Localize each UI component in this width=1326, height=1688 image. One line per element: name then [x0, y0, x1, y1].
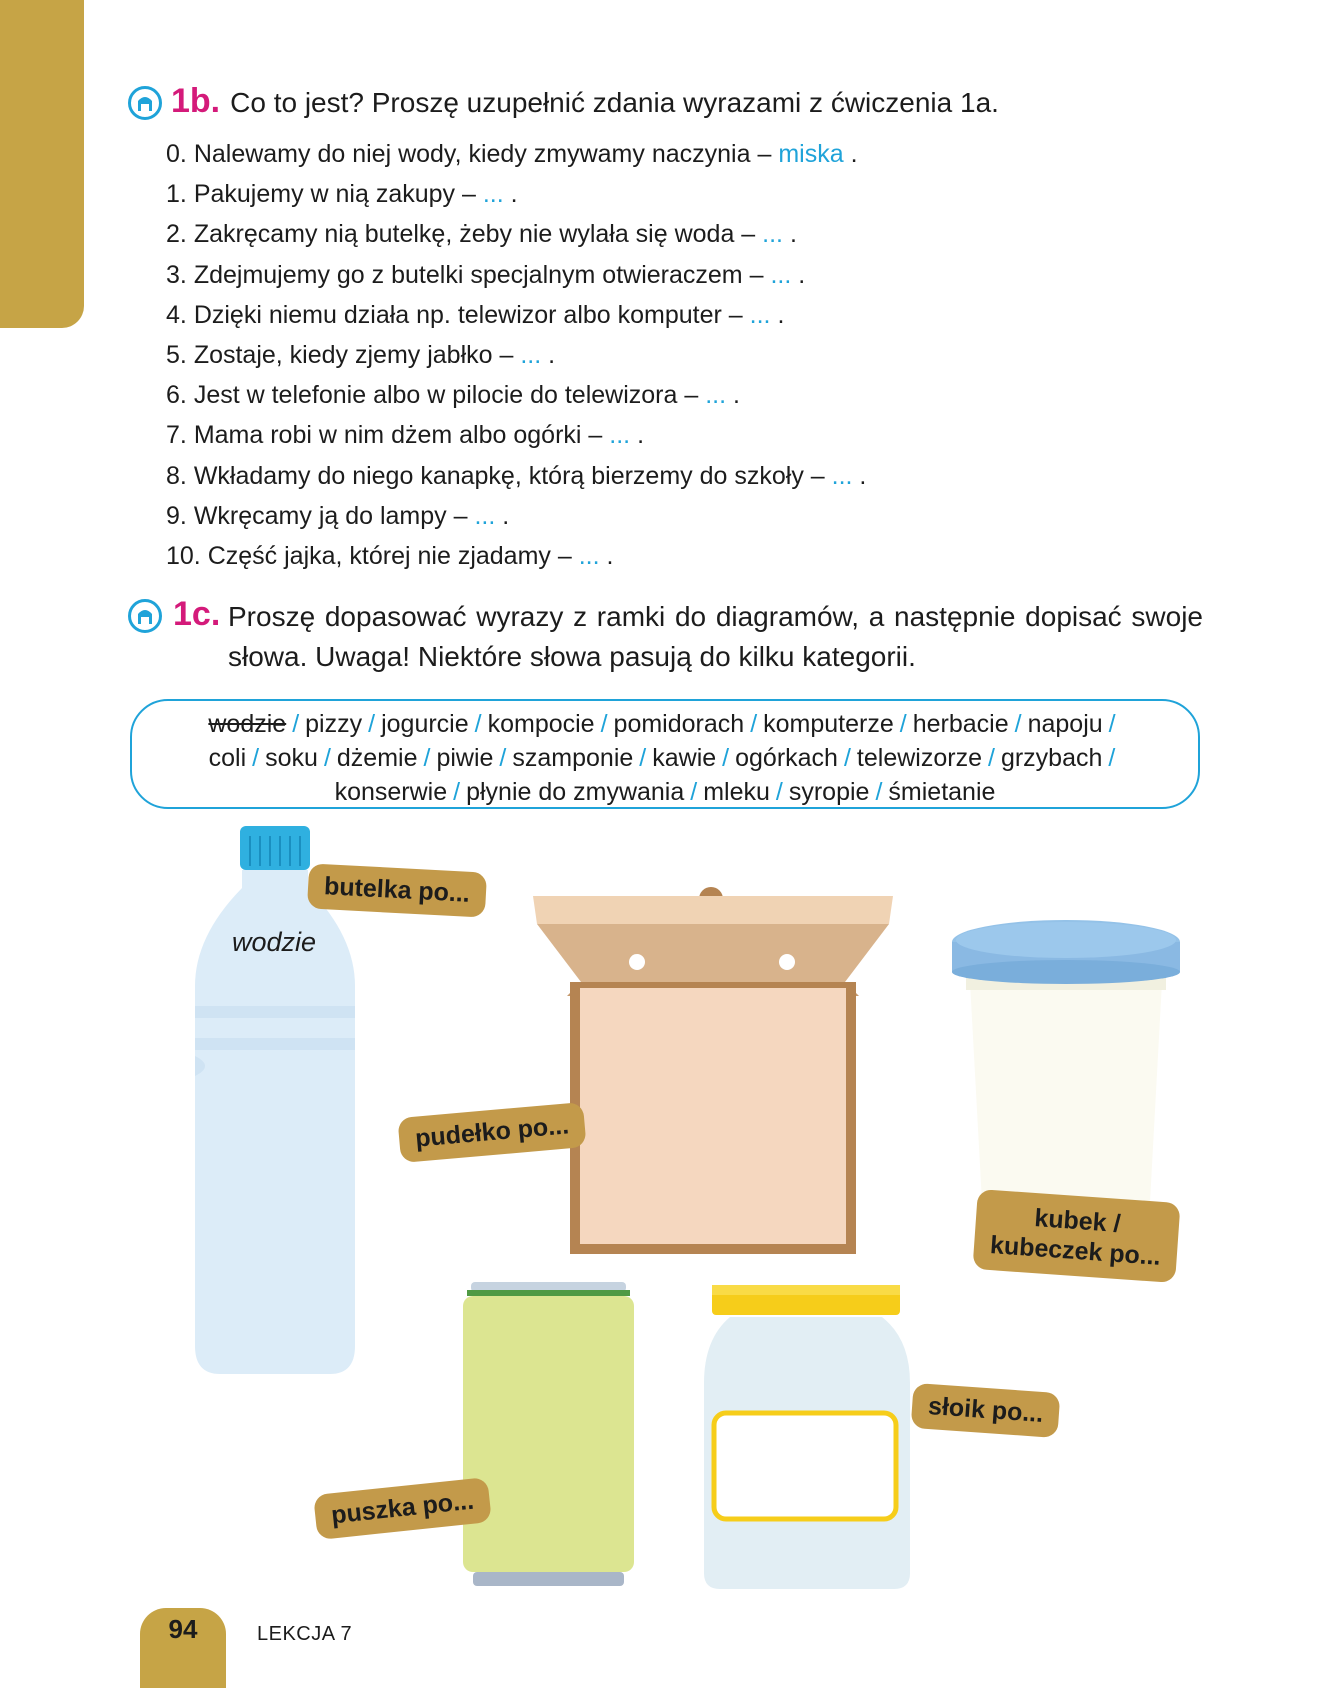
sentence-item [166, 538, 866, 578]
sentence-answer[interactable]: ... [482, 180, 504, 209]
word-chip: ogórkach [735, 744, 838, 772]
sentence-text: Wkręcamy ją do lampy – [193, 501, 468, 530]
sentence-end: . [637, 421, 645, 450]
sentence-number: 10. [166, 541, 201, 570]
exercise-1c-number: 1c. [173, 595, 221, 633]
sentence-text: Zostaje, kiedy zjemy jabłko – [193, 340, 514, 369]
word-box [130, 699, 1200, 809]
exercise-1b-number: 1b. [171, 82, 221, 120]
sentence-list [166, 136, 866, 578]
bottle-label: butelka po... [307, 863, 487, 917]
sentence-text: Jest w telefonie albo w pilocie do telewizora – [193, 381, 699, 410]
sentence-end: . [502, 501, 510, 530]
sentence-text: Dzięki niemu działa np. telewizor albo komputer – [193, 300, 743, 329]
exercise-1b-icon [128, 86, 162, 120]
sentence-number: 0. [166, 140, 187, 168]
word-separator: / [987, 744, 995, 772]
sentence-answer[interactable]: ... [762, 220, 783, 249]
word-chip: kompocie [487, 710, 595, 738]
bottle-example-word: wodzie [232, 927, 317, 957]
sentence-end: . [606, 541, 614, 570]
word-separator: / [499, 744, 507, 772]
word-chip: coli [208, 744, 247, 772]
sentence-answer[interactable]: ... [520, 340, 542, 369]
sentence-text: Nalewamy do niej wody, kiedy zmywamy naczynia – [193, 140, 772, 168]
word-chip: soku [265, 744, 318, 772]
word-chip: dżemie [336, 744, 418, 772]
cup-label [972, 1189, 1180, 1283]
word-separator: / [1108, 744, 1116, 772]
word-separator: / [1108, 710, 1116, 738]
word-separator: / [292, 710, 300, 738]
jar-illustration [700, 1283, 915, 1593]
word-chip: komputerze [763, 710, 894, 738]
sentence-number: 6. [166, 381, 187, 410]
sentence-end: . [733, 381, 740, 410]
sentence-answer[interactable]: ... [770, 260, 792, 289]
exercise-1b-title: Co to jest? Proszę uzupełnić zdania wyrazami z ćwiczenia 1a. [230, 87, 999, 118]
sentence-answer[interactable]: ... [749, 300, 771, 329]
word-separator: / [875, 778, 883, 806]
word-chip: konserwie [334, 778, 448, 806]
sentence-number: 1. [166, 180, 187, 209]
page-number: 94 [168, 1614, 198, 1644]
word-chip: śmietanie [888, 778, 996, 806]
cup-label-line2: kubeczek po... [989, 1231, 1162, 1271]
word-chip: piwie [436, 744, 494, 772]
word-chip: szamponie [512, 744, 634, 772]
word-separator: / [368, 710, 376, 738]
sentence-item [166, 417, 866, 457]
yogurt-cup-illustration [950, 912, 1182, 1212]
word-separator: / [423, 744, 431, 772]
word-separator: / [775, 778, 783, 806]
word-chip: napoju [1027, 710, 1103, 738]
sentence-answer[interactable]: ... [578, 541, 600, 570]
sentence-item [166, 136, 866, 176]
sentence-number: 5. [166, 340, 187, 369]
sentence-text: Mama robi w nim dżem albo ogórki – [193, 421, 603, 450]
sentence-number: 8. [166, 461, 187, 490]
word-separator: / [750, 710, 758, 738]
sentence-number: 3. [166, 260, 187, 289]
word-separator: / [899, 710, 907, 738]
sentence-answer[interactable]: miska [778, 140, 844, 168]
sentence-end: . [789, 220, 797, 249]
jar-label: słoik po... [911, 1383, 1061, 1438]
sentence-end: . [777, 300, 785, 329]
exercise-1c-icon [128, 599, 162, 633]
word-chip: herbacie [912, 710, 1009, 738]
word-separator: / [690, 778, 698, 806]
sentence-item [166, 337, 866, 377]
sentence-number: 2. [166, 220, 187, 249]
sentence-end: . [850, 140, 858, 168]
word-separator: / [722, 744, 730, 772]
exercise-1c-header [173, 595, 230, 634]
word-separator: / [323, 744, 331, 772]
sentence-item [166, 498, 866, 538]
word-separator: / [639, 744, 647, 772]
sentence-item [166, 257, 866, 297]
sentence-text: Zakręcamy nią butelkę, żeby nie wylała się woda – [193, 220, 756, 249]
sentence-number: 9. [166, 501, 187, 530]
sentence-number: 7. [166, 421, 187, 450]
pizza-box-illustration [525, 884, 895, 1256]
sentence-text: Pakujemy w nią zakupy – [193, 180, 476, 209]
sentence-item [166, 458, 866, 498]
sentence-item [166, 297, 866, 337]
sentence-answer[interactable]: ... [831, 461, 853, 490]
sentence-end: . [510, 180, 518, 209]
word-separator: / [843, 744, 851, 772]
word-separator: / [252, 744, 260, 772]
word-chip: płynie do zmywania [466, 778, 685, 806]
word-chip: jogurcie [381, 710, 469, 738]
sentence-text: Część jajka, której nie zjadamy – [207, 541, 572, 570]
word-separator: / [453, 778, 461, 806]
sentence-item [166, 377, 866, 417]
can-illustration [461, 1282, 636, 1590]
word-chip: grzybach [1000, 744, 1103, 772]
word-chip: wodzie [208, 710, 287, 738]
word-chip: kawie [652, 744, 717, 772]
lesson-label: LEKCJA 7 [257, 1623, 353, 1645]
word-separator: / [600, 710, 608, 738]
exercise-1c-title: Proszę dopasować wyrazy z ramki do diagramów, a następnie dopisać swoje słowa. Uwaga! Niektóre słowa pasują do kilku kategorii. [228, 601, 1203, 672]
sentence-answer[interactable]: ... [474, 501, 496, 530]
word-chip: telewizorze [856, 744, 982, 772]
sentence-item [166, 216, 866, 256]
sentence-answer[interactable]: ... [705, 381, 727, 410]
word-separator: / [474, 710, 482, 738]
sentence-item [166, 176, 866, 216]
word-chip: pomidorach [613, 710, 745, 738]
sentence-end: . [798, 260, 806, 289]
sentence-number: 4. [166, 300, 187, 329]
sentence-text: Wkładamy do niego kanapkę, którą bierzemy do szkoły – [193, 461, 825, 490]
word-chip: syropie [788, 778, 870, 806]
exercise-1b-header [171, 82, 999, 121]
can-label: puszka po... [313, 1477, 492, 1540]
sentence-text: Zdejmujemy go z butelki specjalnym otwieraczem – [193, 260, 764, 289]
word-chip: pizzy [305, 710, 363, 738]
cup-label-line1: kubek / [1033, 1204, 1122, 1239]
word-separator: / [1014, 710, 1022, 738]
sentence-end: . [548, 340, 556, 369]
word-chip: mleku [703, 778, 770, 806]
sentence-answer[interactable]: ... [609, 421, 631, 450]
side-tab [0, 0, 84, 328]
sentence-end: . [859, 461, 867, 490]
box-label: pudełko po... [397, 1102, 586, 1163]
